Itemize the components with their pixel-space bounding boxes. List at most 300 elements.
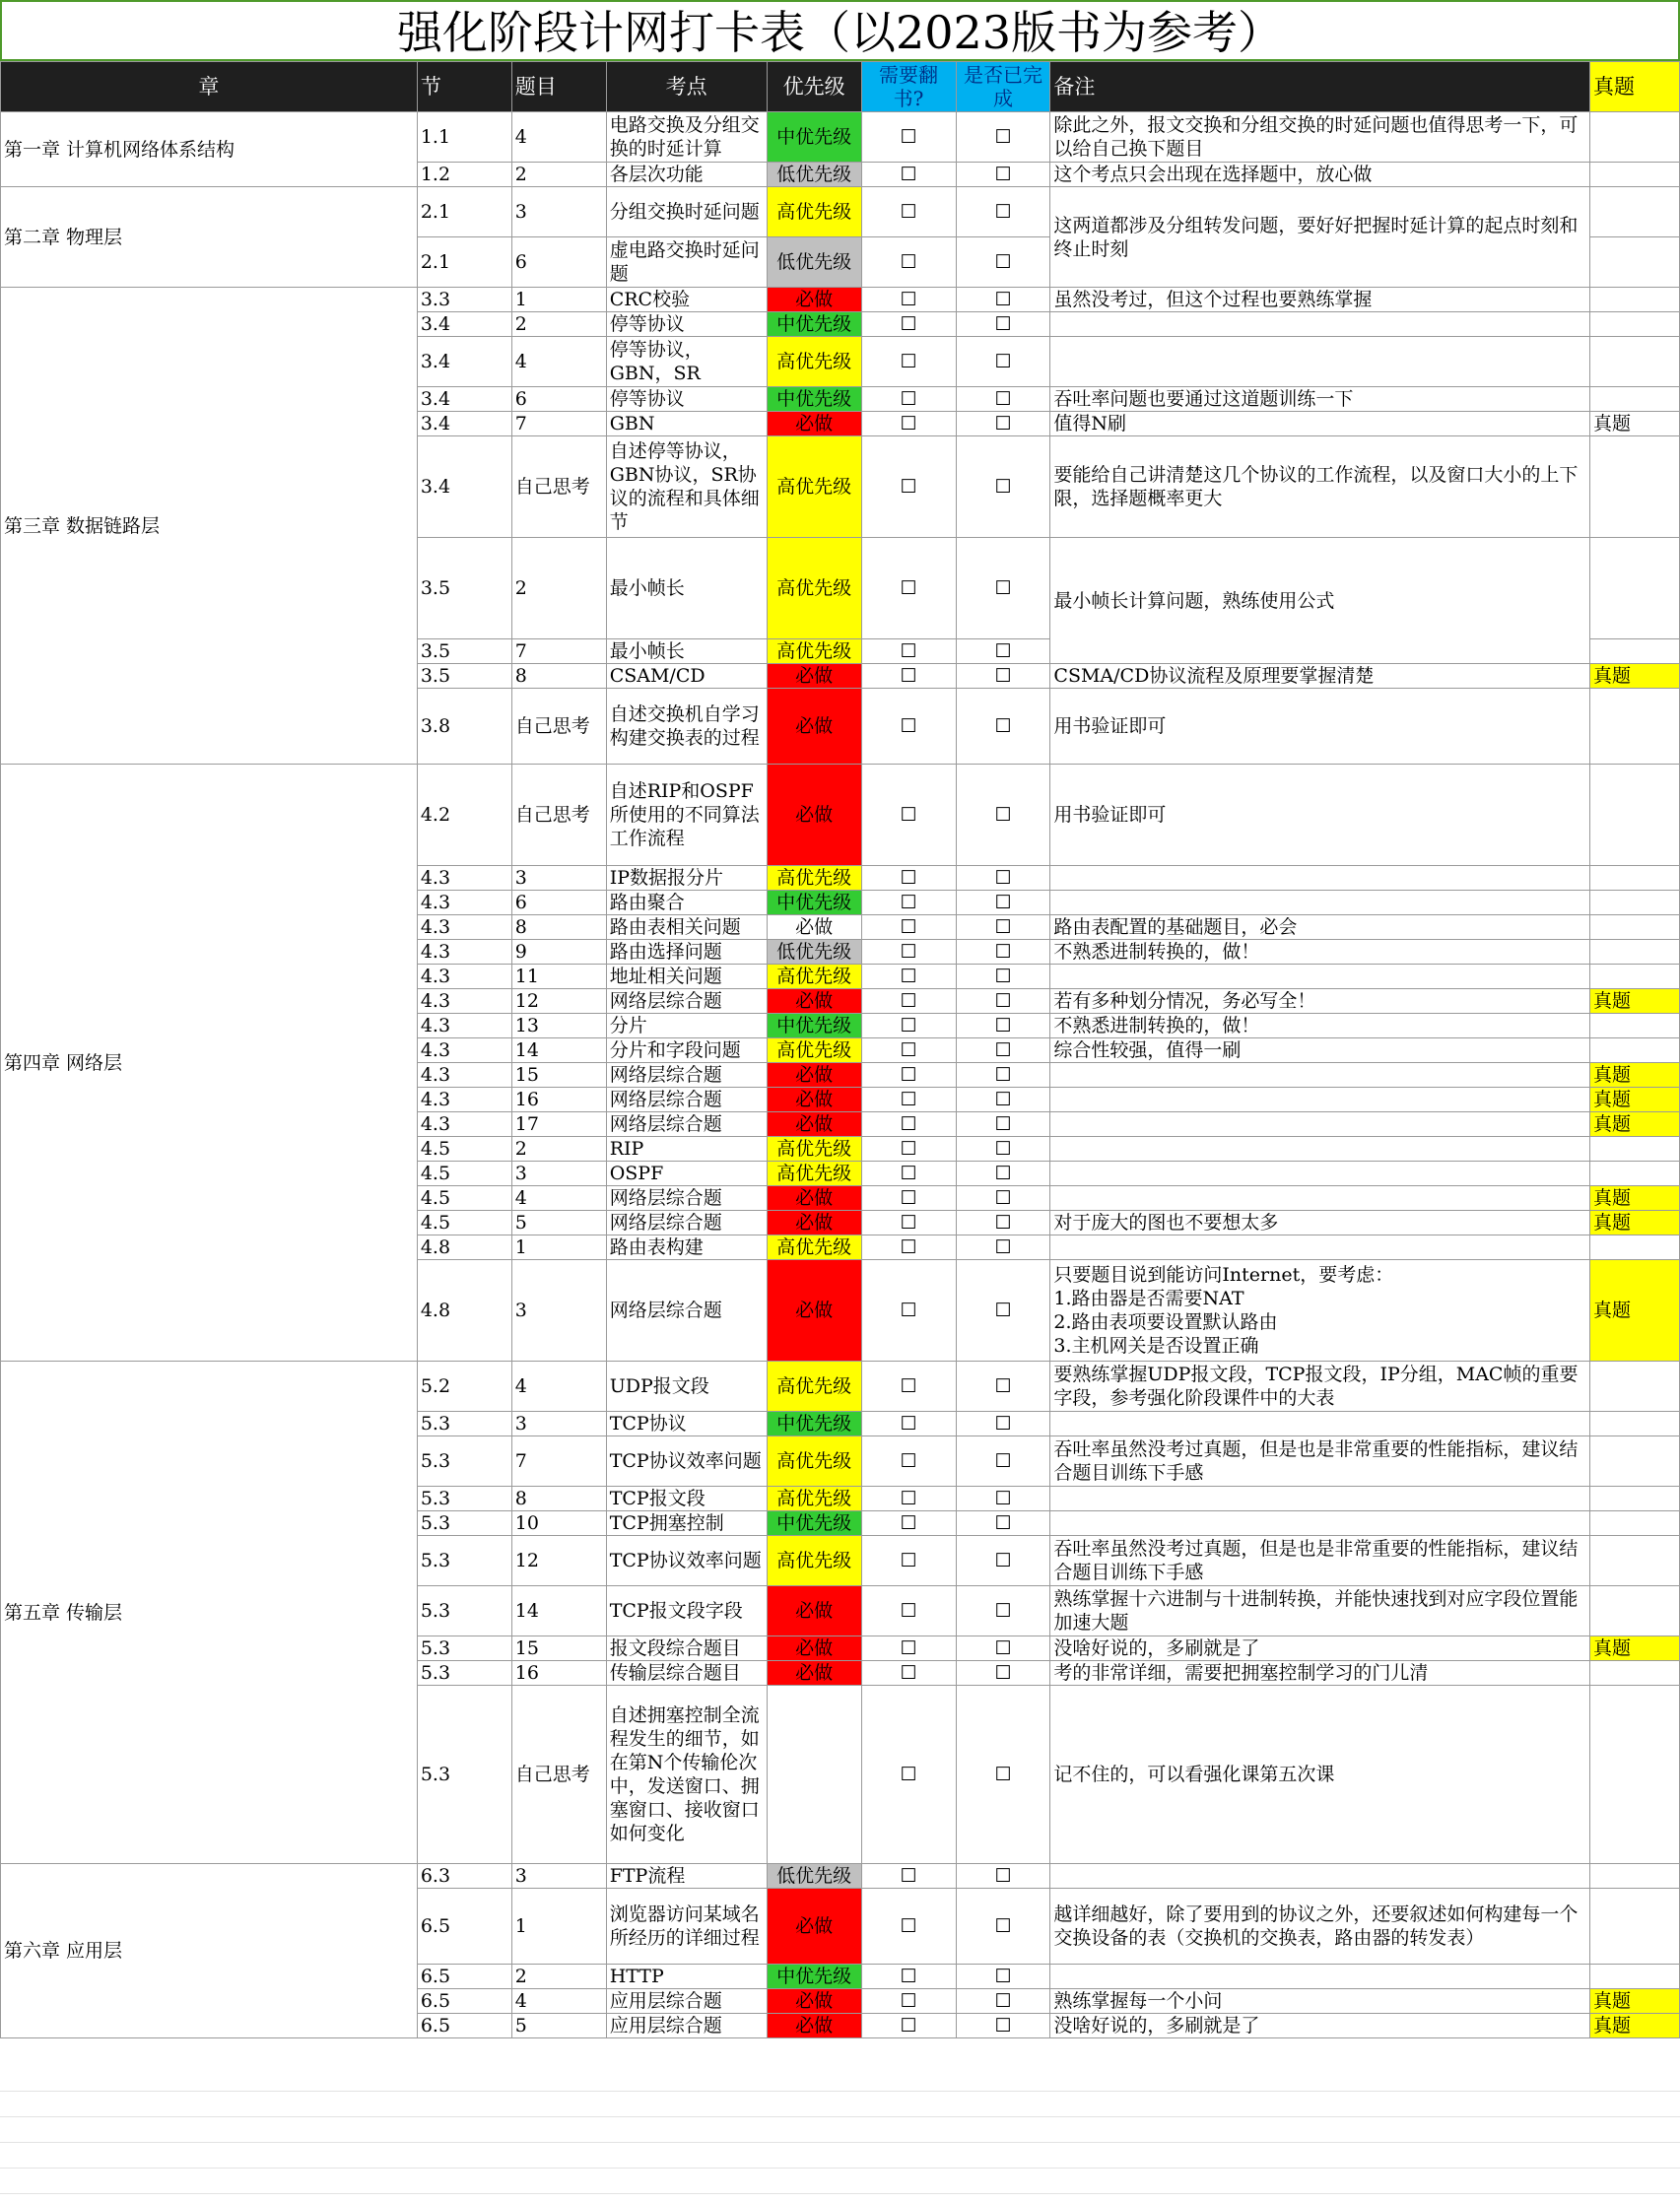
note-cell: 最小帧长计算问题，熟练使用公式 [1050,538,1590,664]
done-checkbox[interactable]: ☐ [956,866,1050,891]
done-checkbox[interactable]: ☐ [956,1088,1050,1112]
note-cell [1050,312,1590,337]
section-cell: 4.5 [417,1186,511,1211]
done-checkbox[interactable]: ☐ [956,1487,1050,1511]
zhenti-cell [1590,689,1680,765]
done-checkbox[interactable]: ☐ [956,1412,1050,1436]
topic-cell: 网络层综合题 [606,989,767,1014]
need-book-checkbox[interactable]: ☐ [861,2014,956,2038]
done-checkbox[interactable]: ☐ [956,1362,1050,1412]
note-cell [1050,1511,1590,1536]
priority-cell [767,1686,861,1864]
need-book-checkbox[interactable]: ☐ [861,1412,956,1436]
done-checkbox[interactable]: ☐ [956,1636,1050,1661]
empty-sheet-rows [0,2091,1680,2203]
problem-cell: 14 [511,1586,606,1636]
note-cell [1050,1965,1590,1989]
need-book-checkbox[interactable]: ☐ [861,337,956,387]
priority-cell: 中优先级 [767,387,861,412]
checklist-table [0,61,1680,2038]
need-book-checkbox[interactable]: ☐ [861,1235,956,1260]
section-cell: 3.8 [417,689,511,765]
priority-cell: 高优先级 [767,538,861,639]
priority-cell: 高优先级 [767,1487,861,1511]
problem-cell: 13 [511,1014,606,1038]
section-cell: 1.2 [417,163,511,187]
need-book-checkbox[interactable]: ☐ [861,940,956,965]
done-checkbox[interactable]: ☐ [956,1112,1050,1137]
done-checkbox[interactable]: ☐ [956,1038,1050,1063]
priority-cell: 必做 [767,765,861,866]
done-checkbox[interactable]: ☐ [956,1661,1050,1686]
topic-cell: 浏览器访问某域名所经历的详细过程 [606,1889,767,1965]
section-cell: 4.8 [417,1260,511,1362]
header-done[interactable]: 是否已完成 [956,62,1050,112]
note-cell [1050,1137,1590,1162]
topic-cell: 停等协议 [606,312,767,337]
zhenti-cell [1590,965,1680,989]
zhenti-cell [1590,237,1680,288]
need-book-checkbox[interactable]: ☐ [861,1063,956,1088]
topic-cell: RIP [606,1137,767,1162]
zhenti-cell: 真题 [1590,1112,1680,1137]
problem-cell: 自己思考 [511,765,606,866]
sheet-title: 强化阶段计网打卡表（以2023版书为参考） [0,0,1680,61]
done-checkbox[interactable]: ☐ [956,436,1050,538]
done-checkbox[interactable]: ☐ [956,337,1050,387]
priority-cell: 必做 [767,664,861,689]
done-checkbox[interactable]: ☐ [956,538,1050,639]
note-cell: 若有多种划分情况，务必写全！ [1050,989,1590,1014]
done-checkbox[interactable]: ☐ [956,1235,1050,1260]
problem-cell: 4 [511,337,606,387]
priority-cell: 高优先级 [767,1362,861,1412]
need-book-checkbox[interactable]: ☐ [861,965,956,989]
done-checkbox[interactable]: ☐ [956,689,1050,765]
section-cell: 4.3 [417,940,511,965]
need-book-checkbox[interactable]: ☐ [861,1661,956,1686]
priority-cell: 中优先级 [767,112,861,163]
section-cell: 4.3 [417,1112,511,1137]
note-cell [1050,1186,1590,1211]
need-book-checkbox[interactable]: ☐ [861,237,956,288]
done-checkbox[interactable]: ☐ [956,1014,1050,1038]
note-cell [1050,965,1590,989]
zhenti-cell: 真题 [1590,1989,1680,2014]
note-cell [1050,1112,1590,1137]
done-checkbox[interactable]: ☐ [956,989,1050,1014]
zhenti-cell: 真题 [1590,989,1680,1014]
priority-cell: 高优先级 [767,337,861,387]
zhenti-cell [1590,1536,1680,1586]
done-checkbox[interactable]: ☐ [956,1260,1050,1362]
problem-cell: 15 [511,1636,606,1661]
done-checkbox[interactable]: ☐ [956,1137,1050,1162]
done-checkbox[interactable]: ☐ [956,765,1050,866]
section-cell: 5.3 [417,1636,511,1661]
note-cell [1050,1088,1590,1112]
topic-cell: 最小帧长 [606,538,767,639]
priority-cell: 必做 [767,1186,861,1211]
note-cell: 熟练掌握每一个小问 [1050,1989,1590,2014]
need-book-checkbox[interactable]: ☐ [861,689,956,765]
section-cell: 3.5 [417,639,511,664]
zhenti-cell [1590,915,1680,940]
topic-cell: 各层次功能 [606,163,767,187]
topic-cell: TCP协议 [606,1412,767,1436]
priority-cell: 必做 [767,1063,861,1088]
section-cell: 4.3 [417,866,511,891]
done-checkbox[interactable]: ☐ [956,1686,1050,1864]
topic-cell: 地址相关问题 [606,965,767,989]
problem-cell: 自己思考 [511,436,606,538]
chapter-cell: 第三章 数据链路层 [1,288,418,765]
problem-cell: 6 [511,387,606,412]
need-book-checkbox[interactable]: ☐ [861,1038,956,1063]
section-cell: 4.5 [417,1211,511,1235]
problem-cell: 2 [511,1965,606,1989]
done-checkbox[interactable]: ☐ [956,639,1050,664]
need-book-checkbox[interactable]: ☐ [861,112,956,163]
zhenti-cell [1590,1014,1680,1038]
need-book-checkbox[interactable]: ☐ [861,1137,956,1162]
priority-cell: 高优先级 [767,866,861,891]
section-cell: 6.3 [417,1864,511,1889]
topic-cell: 报文段综合题目 [606,1636,767,1661]
zhenti-cell: 真题 [1590,1211,1680,1235]
done-checkbox[interactable]: ☐ [956,1186,1050,1211]
need-book-checkbox[interactable]: ☐ [861,538,956,639]
section-cell: 4.8 [417,1235,511,1260]
section-cell: 5.3 [417,1487,511,1511]
header-section[interactable]: 节 [417,62,511,112]
need-book-checkbox[interactable]: ☐ [861,664,956,689]
need-book-checkbox[interactable]: ☐ [861,1536,956,1586]
need-book-checkbox[interactable]: ☐ [861,989,956,1014]
section-cell: 4.3 [417,891,511,915]
zhenti-cell: 真题 [1590,1636,1680,1661]
done-checkbox[interactable]: ☐ [956,965,1050,989]
need-book-checkbox[interactable]: ☐ [861,866,956,891]
section-cell: 5.3 [417,1661,511,1686]
need-book-checkbox[interactable]: ☐ [861,639,956,664]
note-cell: 这个考点只会出现在选择题中，放心做 [1050,163,1590,187]
zhenti-cell [1590,337,1680,387]
topic-cell: 网络层综合题 [606,1211,767,1235]
problem-cell: 12 [511,1536,606,1586]
problem-cell: 2 [511,538,606,639]
done-checkbox[interactable]: ☐ [956,1436,1050,1487]
priority-cell: 高优先级 [767,1162,861,1186]
note-cell: 综合性较强，值得一刷 [1050,1038,1590,1063]
problem-cell: 9 [511,940,606,965]
need-book-checkbox[interactable]: ☐ [861,915,956,940]
problem-cell: 1 [511,288,606,312]
problem-cell: 1 [511,1235,606,1260]
topic-cell: TCP拥塞控制 [606,1511,767,1536]
done-checkbox[interactable]: ☐ [956,1511,1050,1536]
need-book-checkbox[interactable]: ☐ [861,891,956,915]
priority-cell: 必做 [767,412,861,436]
topic-cell: 自述拥塞控制全流程发生的细节，如在第N个传输伦次中，发送窗口、拥塞窗口、接收窗口如何变化 [606,1686,767,1864]
priority-cell: 低优先级 [767,237,861,288]
zhenti-cell [1590,891,1680,915]
section-cell: 6.5 [417,1965,511,1989]
priority-cell: 必做 [767,915,861,940]
problem-cell: 8 [511,664,606,689]
problem-cell: 4 [511,112,606,163]
need-book-checkbox[interactable]: ☐ [861,1436,956,1487]
note-cell: 要能给自己讲清楚这几个协议的工作流程，以及窗口大小的上下限，选择题概率更大 [1050,436,1590,538]
done-checkbox[interactable]: ☐ [956,312,1050,337]
note-cell: 吞吐率虽然没考过真题，但是也是非常重要的性能指标，建议结合题目训练下手感 [1050,1436,1590,1487]
zhenti-cell [1590,387,1680,412]
section-cell: 6.5 [417,2014,511,2038]
zhenti-cell [1590,1162,1680,1186]
section-cell: 6.5 [417,1889,511,1965]
topic-cell: OSPF [606,1162,767,1186]
section-cell: 1.1 [417,112,511,163]
zhenti-cell [1590,1586,1680,1636]
need-book-checkbox[interactable]: ☐ [861,1965,956,1989]
need-book-checkbox[interactable]: ☐ [861,312,956,337]
priority-cell: 必做 [767,1989,861,2014]
problem-cell: 5 [511,1211,606,1235]
done-checkbox[interactable]: ☐ [956,891,1050,915]
need-book-checkbox[interactable]: ☐ [861,1511,956,1536]
problem-cell: 6 [511,237,606,288]
note-cell: 越详细越好，除了要用到的协议之外，还要叙述如何构建每一个交换设备的表（交换机的交换表，路由器的转发表） [1050,1889,1590,1965]
priority-cell: 高优先级 [767,1436,861,1487]
priority-cell: 必做 [767,1661,861,1686]
problem-cell: 11 [511,965,606,989]
problem-cell: 15 [511,1063,606,1088]
header-problem[interactable]: 题目 [511,62,606,112]
problem-cell: 12 [511,989,606,1014]
done-checkbox[interactable]: ☐ [956,1211,1050,1235]
note-cell [1050,337,1590,387]
note-cell [1050,1063,1590,1088]
priority-cell: 必做 [767,689,861,765]
zhenti-cell [1590,163,1680,187]
need-book-checkbox[interactable]: ☐ [861,1112,956,1137]
done-checkbox[interactable]: ☐ [956,1965,1050,1989]
need-book-checkbox[interactable]: ☐ [861,765,956,866]
note-cell: 没啥好说的，多刷就是了 [1050,2014,1590,2038]
need-book-checkbox[interactable]: ☐ [861,163,956,187]
problem-cell: 2 [511,312,606,337]
need-book-checkbox[interactable]: ☐ [861,387,956,412]
problem-cell: 16 [511,1661,606,1686]
need-book-checkbox[interactable]: ☐ [861,1636,956,1661]
need-book-checkbox[interactable]: ☐ [861,1260,956,1362]
zhenti-cell [1590,1661,1680,1686]
header-need-book[interactable]: 需要翻书? [861,62,956,112]
section-cell: 3.4 [417,436,511,538]
table-row [1,112,1680,163]
done-checkbox[interactable]: ☐ [956,940,1050,965]
topic-cell: 应用层综合题 [606,2014,767,2038]
priority-cell: 低优先级 [767,940,861,965]
note-cell: 考的非常详细，需要把拥塞控制学习的门儿清 [1050,1661,1590,1686]
topic-cell: IP数据报分片 [606,866,767,891]
zhenti-cell [1590,940,1680,965]
done-checkbox[interactable]: ☐ [956,237,1050,288]
priority-cell: 中优先级 [767,1511,861,1536]
problem-cell: 自己思考 [511,1686,606,1864]
problem-cell: 17 [511,1112,606,1137]
section-cell: 5.3 [417,1536,511,1586]
problem-cell: 16 [511,1088,606,1112]
note-cell [1050,1162,1590,1186]
priority-cell: 高优先级 [767,1235,861,1260]
chapter-cell: 第四章 网络层 [1,765,418,1362]
need-book-checkbox[interactable]: ☐ [861,436,956,538]
section-cell: 4.3 [417,965,511,989]
need-book-checkbox[interactable]: ☐ [861,1989,956,2014]
done-checkbox[interactable]: ☐ [956,1586,1050,1636]
header-note[interactable]: 备注 [1050,62,1590,112]
topic-cell: 最小帧长 [606,639,767,664]
need-book-checkbox[interactable]: ☐ [861,412,956,436]
priority-cell: 必做 [767,1889,861,1965]
problem-cell: 7 [511,1436,606,1487]
header-chapter[interactable]: 章 [1,62,418,112]
topic-cell: TCP协议效率问题 [606,1536,767,1586]
chapter-cell: 第一章 计算机网络体系结构 [1,112,418,187]
topic-cell: 应用层综合题 [606,1989,767,2014]
done-checkbox[interactable]: ☐ [956,2014,1050,2038]
done-checkbox[interactable]: ☐ [956,412,1050,436]
problem-cell: 8 [511,1487,606,1511]
topic-cell: 路由聚合 [606,891,767,915]
problem-cell: 6 [511,891,606,915]
need-book-checkbox[interactable]: ☐ [861,1586,956,1636]
need-book-checkbox[interactable]: ☐ [861,1211,956,1235]
topic-cell: TCP协议效率问题 [606,1436,767,1487]
zhenti-cell [1590,866,1680,891]
done-checkbox[interactable]: ☐ [956,1889,1050,1965]
header-priority[interactable]: 优先级 [767,62,861,112]
topic-cell: 停等协议，GBN，SR [606,337,767,387]
section-cell: 3.4 [417,337,511,387]
problem-cell: 3 [511,866,606,891]
topic-cell: 分片 [606,1014,767,1038]
section-cell: 4.3 [417,989,511,1014]
done-checkbox[interactable]: ☐ [956,1162,1050,1186]
priority-cell: 必做 [767,1211,861,1235]
need-book-checkbox[interactable]: ☐ [861,1186,956,1211]
done-checkbox[interactable]: ☐ [956,288,1050,312]
section-cell: 4.3 [417,915,511,940]
note-cell [1050,1864,1590,1889]
section-cell: 3.5 [417,664,511,689]
topic-cell: 电路交换及分组交换的时延计算 [606,112,767,163]
done-checkbox[interactable]: ☐ [956,915,1050,940]
section-cell: 4.2 [417,765,511,866]
section-cell: 4.3 [417,1063,511,1088]
need-book-checkbox[interactable]: ☐ [861,1889,956,1965]
priority-cell: 高优先级 [767,1038,861,1063]
zhenti-cell [1590,1412,1680,1436]
note-cell: 不熟悉进制转换的，做！ [1050,940,1590,965]
need-book-checkbox[interactable]: ☐ [861,1487,956,1511]
chapter-cell: 第二章 物理层 [1,187,418,288]
priority-cell: 高优先级 [767,1536,861,1586]
section-cell: 6.5 [417,1989,511,2014]
note-cell: 熟练掌握十六进制与十进制转换，并能快速找到对应字段位置能加速大题 [1050,1586,1590,1636]
done-checkbox[interactable]: ☐ [956,187,1050,237]
zhenti-cell: 真题 [1590,664,1680,689]
priority-cell: 必做 [767,1586,861,1636]
priority-cell: 中优先级 [767,891,861,915]
note-cell: 要熟练掌握UDP报文段，TCP报文段，IP分组，MAC帧的重要字段，参考强化阶段课件中的大表 [1050,1362,1590,1412]
need-book-checkbox[interactable]: ☐ [861,1686,956,1864]
problem-cell: 5 [511,2014,606,2038]
zhenti-cell [1590,288,1680,312]
done-checkbox[interactable]: ☐ [956,1063,1050,1088]
need-book-checkbox[interactable]: ☐ [861,1864,956,1889]
note-cell: 对于庞大的图也不要想太多 [1050,1211,1590,1235]
priority-cell: 中优先级 [767,1965,861,1989]
section-cell: 3.4 [417,387,511,412]
table-row [1,1864,1680,1889]
header-topic[interactable]: 考点 [606,62,767,112]
priority-cell: 高优先级 [767,965,861,989]
done-checkbox[interactable]: ☐ [956,1864,1050,1889]
section-cell: 5.3 [417,1436,511,1487]
topic-cell: 自述停等协议，GBN协议，SR协议的流程和具体细节 [606,436,767,538]
topic-cell: 网络层综合题 [606,1112,767,1137]
done-checkbox[interactable]: ☐ [956,387,1050,412]
section-cell: 5.3 [417,1511,511,1536]
need-book-checkbox[interactable]: ☐ [861,1162,956,1186]
need-book-checkbox[interactable]: ☐ [861,1088,956,1112]
header-zhenti[interactable]: 真题 [1590,62,1680,112]
note-cell: 这两道都涉及分组转发问题，要好好把握时延计算的起点时刻和终止时刻 [1050,187,1590,288]
topic-cell: CSAM/CD [606,664,767,689]
done-checkbox[interactable]: ☐ [956,163,1050,187]
priority-cell: 必做 [767,1636,861,1661]
done-checkbox[interactable]: ☐ [956,664,1050,689]
note-cell [1050,1235,1590,1260]
problem-cell: 3 [511,187,606,237]
note-cell: 不熟悉进制转换的，做！ [1050,1014,1590,1038]
note-cell: 没啥好说的，多刷就是了 [1050,1636,1590,1661]
topic-cell: 网络层综合题 [606,1088,767,1112]
topic-cell: TCP报文段字段 [606,1586,767,1636]
problem-cell: 2 [511,163,606,187]
zhenti-cell [1590,187,1680,237]
done-checkbox[interactable]: ☐ [956,1536,1050,1586]
zhenti-cell [1590,1487,1680,1511]
problem-cell: 3 [511,1260,606,1362]
note-cell: 值得N刷 [1050,412,1590,436]
problem-cell: 10 [511,1511,606,1536]
need-book-checkbox[interactable]: ☐ [861,1014,956,1038]
zhenti-cell [1590,1511,1680,1536]
done-checkbox[interactable]: ☐ [956,112,1050,163]
need-book-checkbox[interactable]: ☐ [861,288,956,312]
need-book-checkbox[interactable]: ☐ [861,187,956,237]
section-cell: 5.3 [417,1586,511,1636]
priority-cell: 必做 [767,1260,861,1362]
done-checkbox[interactable]: ☐ [956,1989,1050,2014]
need-book-checkbox[interactable]: ☐ [861,1362,956,1412]
topic-cell: 路由表构建 [606,1235,767,1260]
problem-cell: 1 [511,1889,606,1965]
topic-cell: 分组交换时延问题 [606,187,767,237]
